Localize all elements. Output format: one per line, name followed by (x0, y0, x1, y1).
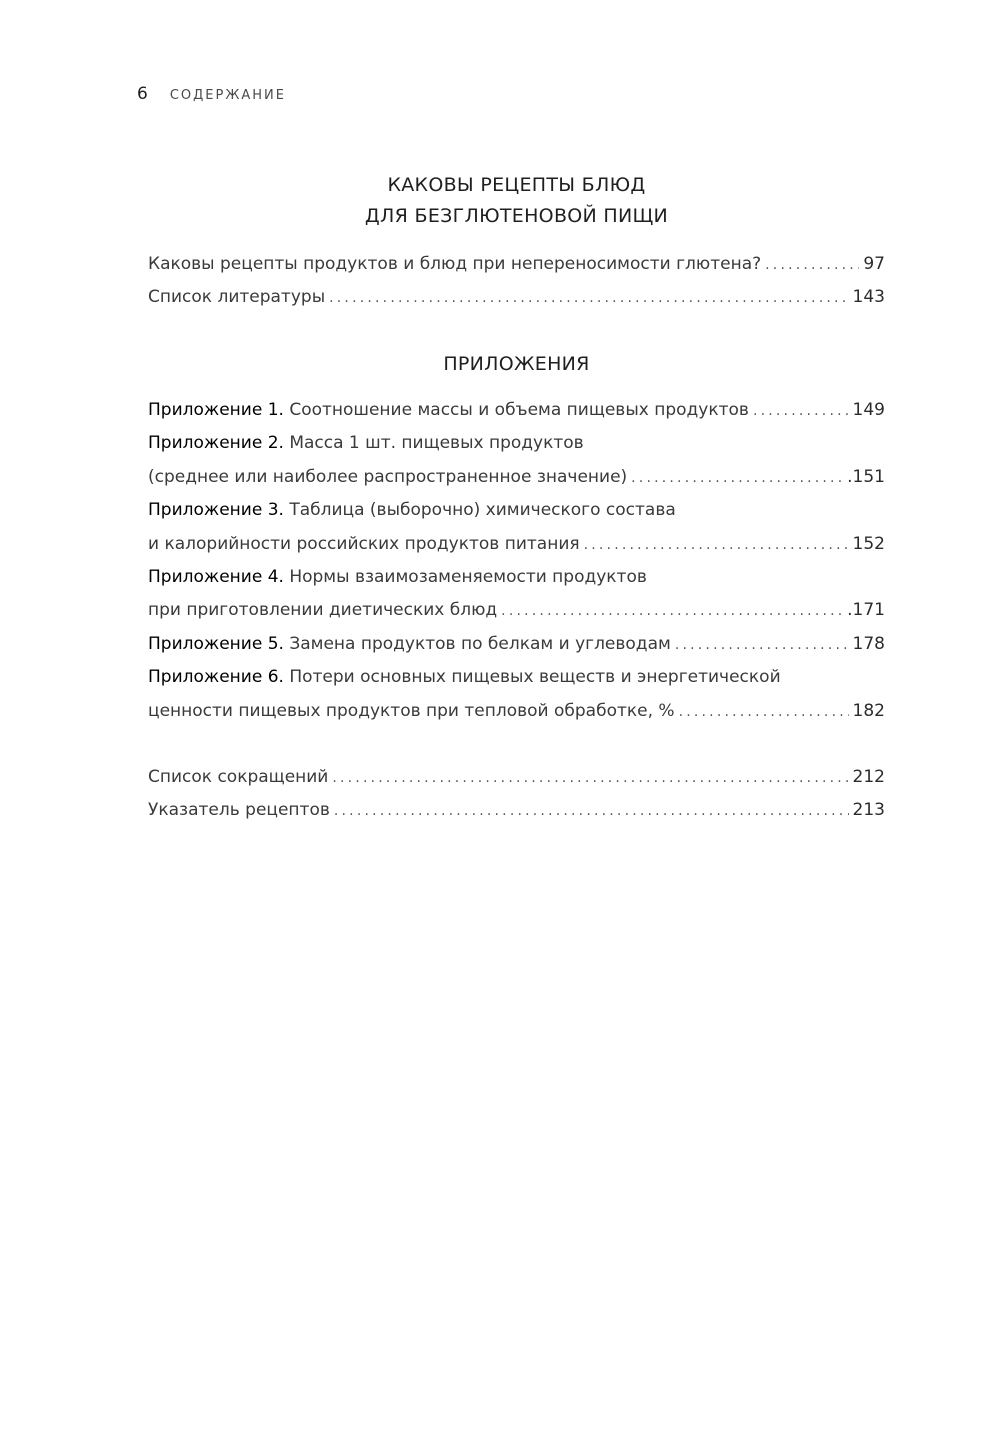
toc-entry-label: Приложение 1. (148, 400, 284, 420)
toc-entry-label: Приложение 5. (148, 633, 284, 654)
running-head (137, 84, 286, 106)
toc-entry[interactable] (148, 394, 885, 427)
toc-entry-page: 212 (852, 767, 885, 787)
toc-entry[interactable] (148, 281, 885, 314)
toc-entry-label: Приложение 3. (148, 500, 284, 521)
dot-leader (584, 529, 849, 561)
toc-entry-title: Масса 1 шт. пищевых продуктов (289, 433, 584, 454)
dot-leader (501, 595, 843, 627)
toc-entry-label: Приложение 2. (148, 433, 284, 454)
toc-entry-title: Нормы взаимозаменяемости продуктов (289, 566, 647, 587)
toc-entry-page: .171 (847, 600, 885, 621)
toc-entry-page: 143 (852, 287, 885, 308)
dot-leader (329, 282, 848, 314)
toc-entry-title: Список литературы (148, 287, 326, 308)
toc-entry-page: 182 (852, 700, 885, 721)
toc-entry-label: Приложение 4. (148, 566, 284, 587)
toc-entry-title: Таблица (выборочно) химического состава (289, 500, 676, 521)
toc-entry-title: Соотношение массы и объема пищевых продуктов (289, 400, 749, 420)
running-title: СОДЕРЖАНИЕ (169, 88, 286, 103)
section-heading-line: ДЛЯ БЕЗГЛЮТЕНОВОЙ ПИЩИ (364, 205, 669, 227)
toc-entry-page: 213 (852, 800, 885, 821)
toc-entry[interactable] (148, 661, 885, 694)
toc-entry-title-continuation: (среднее или наиболее распространенное значение) (148, 466, 628, 487)
toc-entry-title: Замена продуктов по белкам и углеводам (289, 633, 671, 654)
dot-leader (765, 249, 859, 281)
dot-leader (332, 762, 848, 794)
toc-entry[interactable] (148, 427, 885, 460)
toc-entry-page: .151 (847, 466, 885, 487)
toc-entry-title: Потери основных пищевых веществ и энергетической (289, 667, 781, 688)
toc-section-back-matter (148, 761, 885, 828)
dot-leader (679, 696, 849, 728)
toc-entry-label: Приложение 6. (148, 667, 284, 688)
toc-entry-continuation[interactable] (148, 461, 885, 494)
toc-entry-page: 152 (852, 533, 885, 554)
toc-entry-continuation[interactable] (148, 528, 885, 561)
dot-leader (334, 795, 849, 827)
dot-leader (675, 629, 849, 661)
toc-entry-continuation[interactable] (148, 695, 885, 728)
toc-entry-continuation[interactable] (148, 594, 885, 627)
toc-entry-title: Каковы рецепты продуктов и блюд при непереносимости глютена? (148, 254, 762, 274)
toc-entry[interactable] (148, 561, 885, 594)
toc-entry[interactable] (148, 628, 885, 661)
toc-entry[interactable] (148, 761, 885, 794)
section-heading-line: КАКОВЫ РЕЦЕПТЫ БЛЮД (387, 174, 646, 196)
toc-section-appendices (148, 394, 885, 728)
toc-entry-page: 178 (852, 633, 885, 654)
toc-entry-title: Список сокращений (148, 767, 329, 787)
section-heading-appendices: ПРИЛОЖЕНИЯ (443, 353, 590, 375)
toc-entry[interactable] (148, 494, 885, 527)
toc-entry[interactable] (148, 794, 885, 827)
toc-entry-title: Указатель рецептов (148, 800, 330, 821)
section-heading-gluten-free (148, 170, 885, 232)
toc-entry-page: 97 (863, 254, 885, 274)
toc-entry-title-continuation: при приготовлении диетических блюд (148, 600, 498, 621)
page-number: 6 (137, 84, 148, 104)
toc-entry-page: 149 (852, 400, 885, 420)
dot-leader (753, 395, 849, 427)
toc-section-gluten-free (148, 248, 885, 315)
toc-entry-title-continuation: и калорийности российских продуктов питания (148, 533, 580, 554)
toc-entry-title-continuation: ценности пищевых продуктов при тепловой обработке, % (148, 700, 675, 721)
dot-leader (631, 462, 843, 494)
toc-entry[interactable] (148, 248, 885, 281)
